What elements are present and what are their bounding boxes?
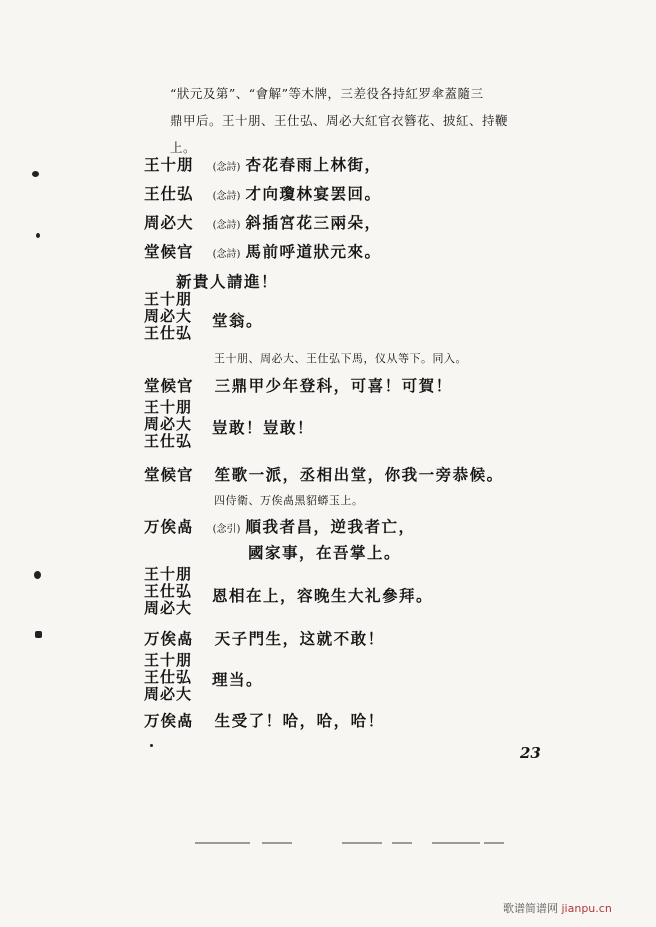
margin-mark	[32, 171, 39, 177]
scan-rule	[392, 842, 412, 844]
line-text: 天子門生，这就不敢！	[214, 629, 385, 648]
speaker-name: 周必大	[144, 599, 193, 617]
continuation-line: 國家事，在吾掌上。	[248, 543, 402, 562]
stage-direction: 王十朋、周必大、王仕弘下馬，仪从等下。同入。	[214, 352, 467, 365]
speaker-name: 王十朋	[144, 398, 193, 416]
line-text: 順我者昌，逆我者亡，	[245, 517, 416, 536]
speaker-name: 堂候官	[144, 376, 194, 395]
speaker-name: 堂候官	[144, 465, 194, 484]
line-text: 斜插宮花三兩朵，	[245, 213, 382, 232]
speaker-group	[144, 291, 192, 342]
line-text: 笙歌一派，丞相出堂，你我一旁恭候。	[214, 465, 504, 484]
line-text: 三鼎甲少年登科，可喜！可賀！	[214, 376, 453, 395]
line-text: 生受了！哈，哈，哈！	[214, 711, 385, 730]
line-text: 馬前呼道狀元來。	[245, 242, 382, 261]
stage-direction-top	[170, 83, 530, 158]
dialogue-line	[144, 463, 504, 485]
margin-mark	[35, 631, 42, 638]
speaker-group	[144, 399, 192, 450]
scan-rule	[342, 842, 382, 844]
line-text: 杏花春雨上林街，	[245, 155, 382, 174]
speaker-name: 周必大	[144, 213, 194, 232]
line-text: 恩相在上，容晚生大礼參拜。	[212, 586, 434, 605]
speaker-name: 王仕弘	[144, 184, 194, 203]
speaker-name: 王仕弘	[144, 432, 193, 450]
scan-rule	[432, 842, 480, 844]
performance-note: (念詩)	[212, 162, 241, 173]
scan-rule	[195, 842, 250, 844]
dialogue-line	[144, 153, 382, 175]
speaker-name: 王十朋	[144, 155, 194, 174]
speaker-name: 王仕弘	[144, 582, 193, 600]
stage-direction-line: 上。	[170, 140, 197, 155]
continuation-line: 新貴人請進！	[176, 272, 279, 291]
speaker-name: 周必大	[144, 685, 193, 703]
dialogue-line	[144, 709, 385, 731]
watermark-site: 歌谱简谱网	[503, 902, 558, 915]
speaker-name: 王十朋	[144, 290, 193, 308]
line-text: 豈敢！豈敢！	[212, 418, 315, 437]
speaker-name: 周必大	[144, 415, 193, 433]
dialogue-line	[144, 627, 385, 649]
dialogue-line	[144, 515, 416, 537]
margin-mark	[36, 233, 40, 238]
performance-note: (念詩)	[212, 191, 241, 202]
dialogue-line	[144, 211, 382, 233]
watermark	[503, 900, 612, 916]
speaker-name: 周必大	[144, 307, 193, 325]
speaker-name: 万俟卨	[144, 711, 194, 730]
speaker-group	[144, 652, 192, 703]
page-number: 23	[520, 744, 541, 762]
speaker-name: 万俟卨	[144, 629, 194, 648]
performance-note: (念詩)	[212, 220, 241, 231]
stage-direction-line: 鼎甲后。王十朋、王仕弘、周必大紅官衣簪花、披紅、持鞭	[170, 113, 509, 128]
scan-rule	[262, 842, 292, 844]
speaker-name: 王仕弘	[144, 668, 193, 686]
margin-mark	[150, 744, 153, 747]
speaker-name: 王十朋	[144, 565, 193, 583]
line-text: 理当。	[212, 670, 264, 689]
speaker-name: 王十朋	[144, 651, 193, 669]
line-text: 堂翁。	[212, 311, 264, 330]
line-text: 才向瓊林宴罢回。	[245, 184, 382, 203]
scan-rule	[484, 842, 504, 844]
dialogue-line	[144, 374, 453, 396]
dialogue-line	[144, 182, 382, 204]
margin-mark	[34, 571, 41, 579]
watermark-url: jianpu.cn	[561, 902, 612, 915]
performance-note: (念詩)	[212, 249, 241, 260]
performance-note: (念引)	[212, 524, 241, 535]
speaker-name: 堂候官	[144, 242, 194, 261]
speaker-group	[144, 566, 192, 617]
speaker-name: 万俟卨	[144, 517, 194, 536]
stage-direction: 四侍衛、万俟卨黑貂蟒玉上。	[214, 494, 364, 507]
dialogue-line	[144, 240, 382, 262]
stage-direction-line: “狀元及第”、“會解”等木牌，三差役各持紅罗傘蓋隨三	[170, 86, 484, 101]
speaker-name: 王仕弘	[144, 324, 193, 342]
